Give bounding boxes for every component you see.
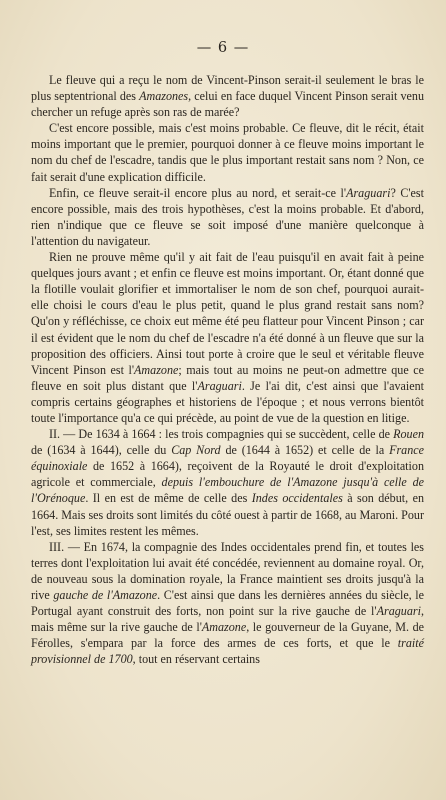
italic-text: Cap Nord (171, 443, 221, 458)
text-run: de (1634 à 1644), celle du (31, 443, 172, 458)
paragraph-4 (31, 249, 424, 426)
text-run: , le gouverneur de la Guyane, M. de Férolles, s'empara par la force des armes de ces forts, et que le (31, 620, 424, 651)
text-run: , mais même sur la rive gauche de l' (31, 604, 424, 635)
text-run: Le fleuve qui a reçu le nom de Vincent-Pinson serait-il seulement le bras le plus septentrional des (31, 73, 424, 104)
italic-text: Araguari (197, 378, 242, 393)
text-run: Rien ne prouve même qu'il y ait fait de l'eau puisqu'il en avait fait à peine quelques jours avant ; et enfin ce fleuve est moins important. Or, étant donné que la flotille voulait glorifier et immortaliser le nom de son chef, pourquoi aurait-elle choisi le cours d'eau le plus petit, quand le plus grand restait sans nom? Qu'on y réfléchisse, ce choix eut même été peu flatteur pour Vincent Pinson ; car il est évident que le nom du chef de l'escadre n'a été donné à un fleuve que sur la proposition des officiers. Ainsi tout porte à croire que le seul et véritable fleuve Vincent Pinson est l' (31, 250, 424, 377)
paragraph-6 (31, 539, 424, 668)
italic-text: gauche de l'Amazone (53, 588, 158, 602)
text-run: Enfin, ce fleuve serait-il encore plus au nord, et serait-ce l' (49, 185, 347, 200)
text-run: . Je l'ai dit, c'est ainsi que l'avaient compris certains géographes et historiens de l'époque ; et nous verrons bientôt toute l'importance qu'a ce qui précède, au point de vue de la question en litige. (31, 378, 424, 425)
text-run: à son début, en 1664. Mais ses droits sont limités du côté ouest à partir de 1668, au Maroni. Pour l'est, ses limites restent les mêmes. (31, 491, 424, 538)
text-run: III. — En 1674, la compagnie des Indes occidentales prend fin, et toutes les terres dont l'exploitation lui avait été concédée, reviennent au domaine royal. Or, de nouveau sous la domination royale, la France maintient ses droits jusqu'à la rive (31, 539, 424, 602)
italic-text: Amazone (134, 362, 179, 377)
text-run: ; mais tout au moins ne peut-on admettre que ce fleuve en soit plus distant que l' (31, 362, 424, 393)
text-run: , celui en face duquel Vincent Pinson serait venu chercher un refuge après son ras de marée? (31, 89, 424, 120)
paragraph-2 (31, 120, 424, 184)
text-run: C'est encore possible, mais c'est moins probable. Ce fleuve, dit le récit, était moins important que le premier, pourquoi donner à ce fleuve moins important le nom du chef de l'escadre, tandis que le plus important restait sans nom ? Non, ce fait serait d'une explication difficile. (31, 121, 424, 184)
text-run: de (1644 à 1652) et celle de la (220, 443, 390, 458)
italic-text: France équinoxiale (31, 443, 424, 474)
text-run: II. — De 1634 à 1664 : les trois compagnies qui se succèdent, celle de (49, 427, 394, 442)
text-run: . Il en est de même de celle des (85, 491, 252, 506)
italic-text: depuis l'embouchure de l'Amazone jusqu'à celle de l'Orénoque (31, 475, 424, 506)
text-run: ? C'est encore possible, mais des trois hypothèses, c'est la moins probable. Et d'abord, rien n'indique que ce fleuve se soit imposé d'une manière quelconque à l'attention du navigateur. (31, 185, 424, 248)
text-run: , tout en réservant certains (132, 652, 260, 667)
italic-text: Amazone (201, 620, 247, 635)
italic-text: Rouen (393, 427, 424, 442)
paragraph-1 (31, 72, 424, 120)
body-text (31, 72, 424, 667)
text-run: de 1652 à 1664), reçoivent de la Royauté le droit d'exploitation agricole et commerciale, (31, 459, 424, 490)
paragraph-3 (31, 185, 424, 249)
italic-text: Indes occidentales (251, 491, 343, 506)
italic-text: Amazones (139, 89, 189, 104)
italic-text: Araguari (346, 185, 391, 200)
text-run: . C'est ainsi que dans les dernières années du siècle, le Portugal ayant construit des forts, non point sur la rive gauche de l' (31, 588, 425, 619)
paragraph-5 (31, 426, 424, 539)
italic-text: Araguari (376, 604, 421, 619)
italic-text: traité provisionnel de 1700 (31, 636, 424, 667)
page-number: — 6 — (196, 40, 250, 56)
